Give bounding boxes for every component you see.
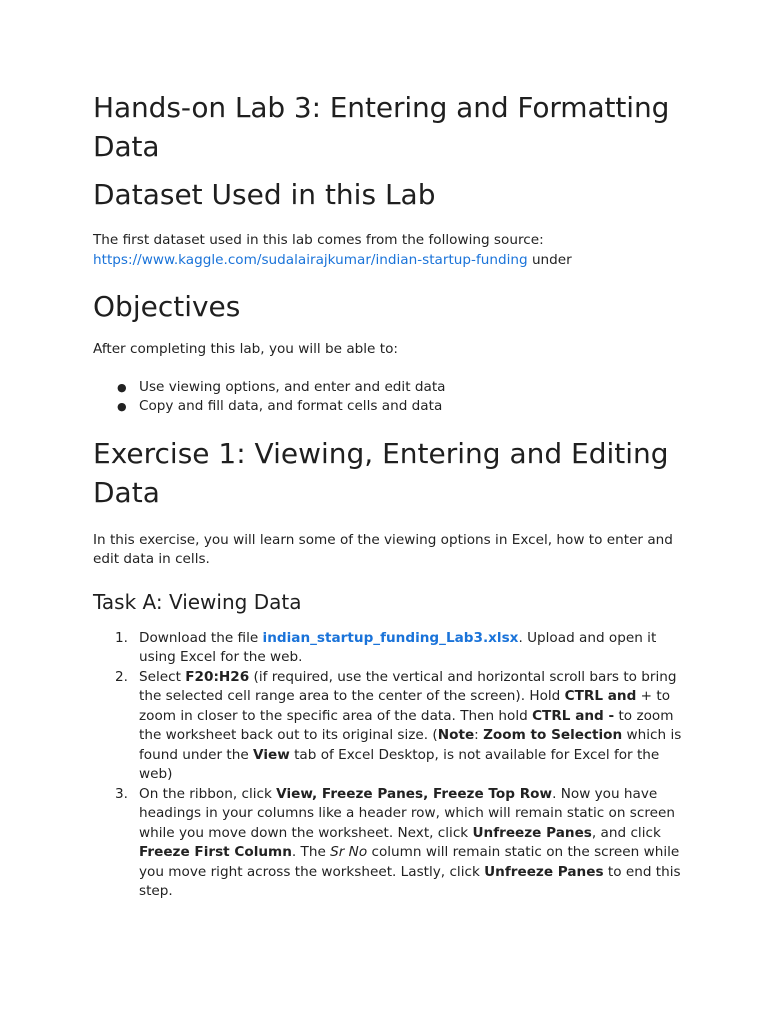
freeze-first-column-label: Freeze First Column bbox=[139, 844, 292, 860]
lab-title: Hands-on Lab 3: Entering and Formatting Data bbox=[93, 91, 670, 163]
list-item: ● Use viewing options, and enter and edit data bbox=[93, 378, 693, 398]
exercise1-heading: Exercise 1: Viewing, Entering and Editing Data bbox=[93, 436, 669, 509]
sr-no-column-name: Sr No bbox=[330, 844, 368, 860]
note-label: Note bbox=[437, 727, 475, 743]
document-page bbox=[93, 88, 693, 902]
objectives-list bbox=[93, 378, 693, 417]
shortcut-zoom-in: CTRL and bbox=[564, 688, 637, 704]
dataset-text-after: under bbox=[527, 251, 572, 268]
dataset-text-before: The first dataset used in this lab comes from the following source: bbox=[93, 232, 544, 248]
bullet-icon: ● bbox=[117, 380, 127, 394]
task-a-heading: Task A: Viewing Data bbox=[93, 589, 302, 614]
list-item: 1. Download the file indian_startup_funding_Lab3.xlsx. Upload and open it using Excel for the web. bbox=[115, 629, 657, 665]
zoom-to-selection-label: Zoom to Selection bbox=[483, 727, 623, 743]
dataset-source-link[interactable]: https://www.kaggle.com/sudalairajkumar/indian-startup-funding bbox=[93, 251, 528, 268]
view-tab-label: View bbox=[253, 746, 290, 763]
objectives-intro: After completing this lab, you will be able to: bbox=[93, 341, 398, 357]
objectives-heading: Objectives bbox=[93, 290, 241, 323]
file-download-link[interactable]: indian_startup_funding_Lab3.xlsx bbox=[262, 629, 519, 646]
dataset-heading: Dataset Used in this Lab bbox=[93, 178, 436, 211]
unfreeze-panes-label: Unfreeze Panes bbox=[484, 863, 604, 880]
shortcut-zoom-out: CTRL and - bbox=[532, 707, 615, 724]
cell-range: F20:H26 bbox=[185, 668, 250, 685]
step-number: 2. bbox=[115, 668, 128, 685]
unfreeze-panes-label: Unfreeze Panes bbox=[472, 824, 592, 841]
bullet-icon: ● bbox=[117, 400, 127, 413]
list-item: 2. Select F20:H26 (if required, use the vertical and horizontal scroll bars to bring the selected cell range area to the center of the screen). Hold CTRL and + to zoom in closer to the specific area of the data. Then hold CTRL and - to zoom the worksheet back out to its original size. (Note: Zoom to Selection which is found under the View tab of Excel Desktop, is not available for Excel for the web) bbox=[115, 668, 682, 782]
step-number: 1. bbox=[115, 629, 128, 646]
exercise1-intro: In this exercise, you will learn some of the viewing options in Excel, how to enter and edit data in cells. bbox=[93, 531, 673, 567]
list-item: 3. On the ribbon, click View, Freeze Panes, Freeze Top Row. Now you have headings in your columns like a header row, which will remain static on screen while you move down the worksheet. Next, click Unfreeze Panes, and click Freeze First Column. The Sr No column will remain static on the screen while you move right across the worksheet. Lastly, click Unfreeze Panes to end this step. bbox=[115, 785, 681, 899]
dataset-paragraph bbox=[93, 231, 693, 270]
task-a-steps bbox=[93, 629, 693, 902]
freeze-top-row-label: View, Freeze Panes, Freeze Top Row bbox=[276, 785, 553, 802]
step-number: 3. bbox=[115, 785, 128, 802]
list-item: ● Copy and fill data, and format cells and data bbox=[93, 397, 693, 417]
